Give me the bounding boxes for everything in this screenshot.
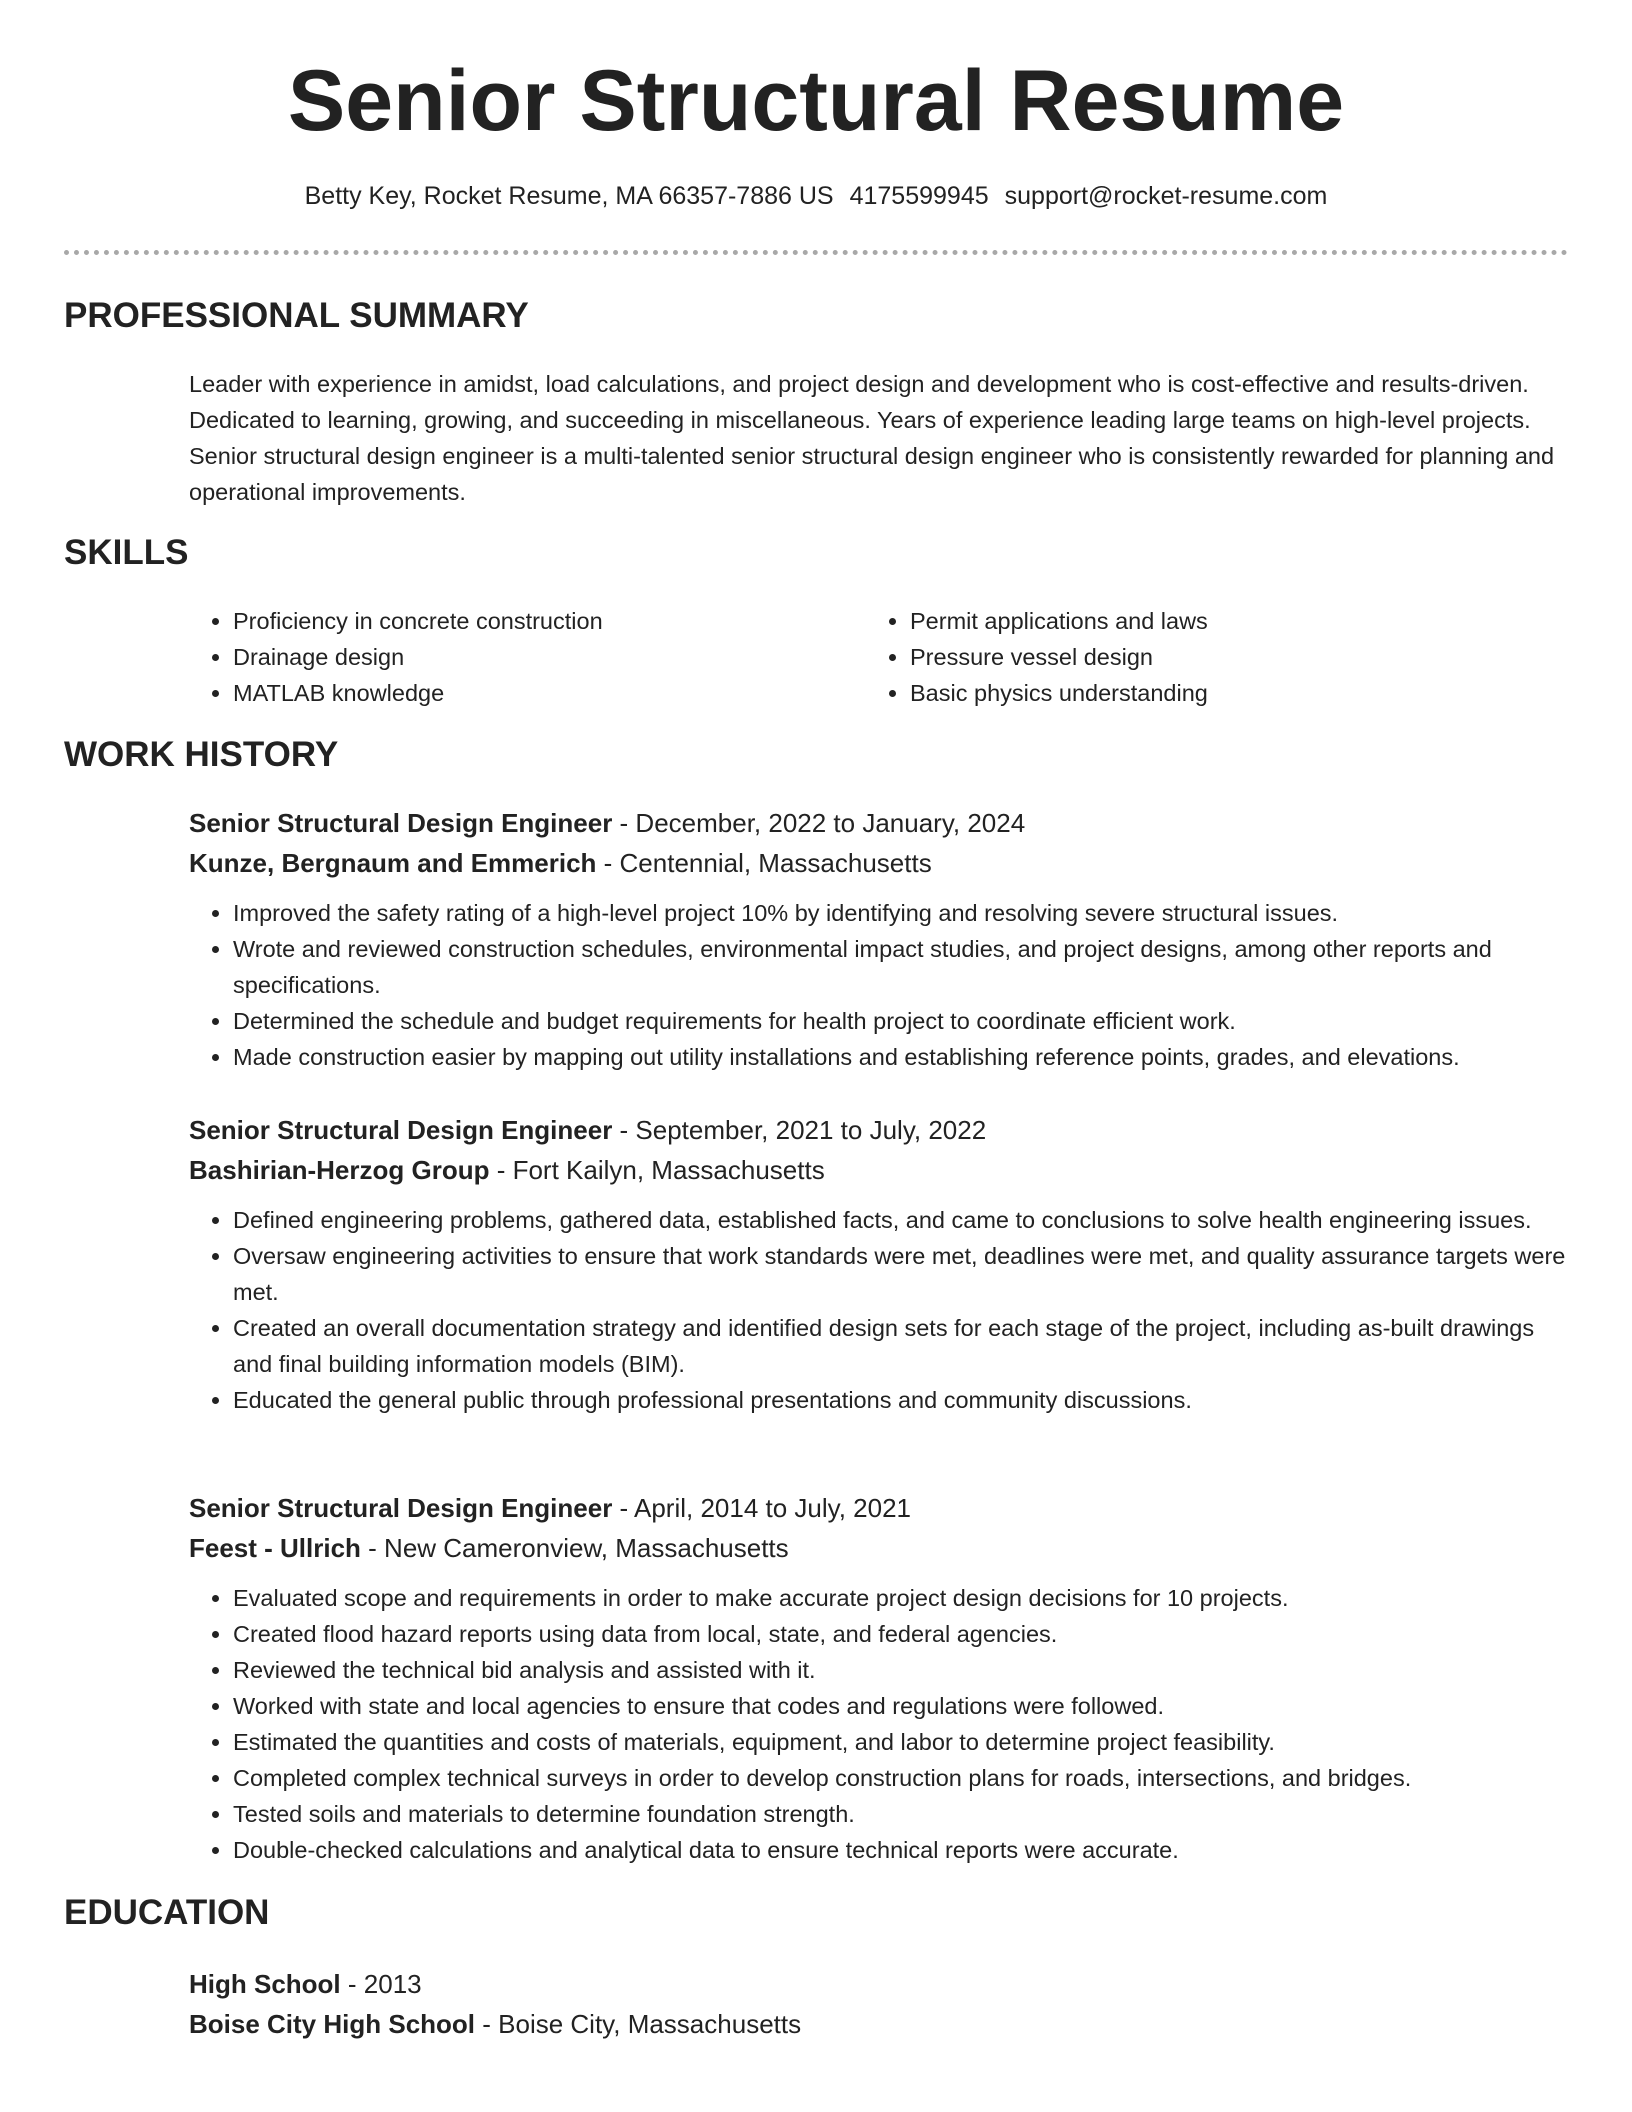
education-location: - Boise City, Massachusetts — [475, 2009, 802, 2039]
job-company: Kunze, Bergnaum and Emmerich — [189, 848, 597, 878]
job-entry — [189, 1488, 1569, 1868]
skill-item: • Proficiency in concrete construction — [233, 603, 603, 639]
summary-text: Leader with experience in amidst, load calculations, and project design and development who is cost-effective and results-driven. Dedicated to learning, growing, and succeeding in miscellaneous. Years of experience leading large teams on high-level projects. Senior structural design engineer is a multi-talented senior structural design engineer who is consistently rewarded for planning and operational improvements. — [189, 371, 1555, 505]
education-heading: EDUCATION — [64, 1893, 270, 1932]
skill-item: • Drainage design — [233, 639, 603, 675]
job-title: Senior Structural Design Engineer — [189, 808, 613, 838]
job-bullet: • Completed complex technical surveys in order to develop construction plans for roads, intersections, and bridges. — [233, 1760, 1569, 1796]
job-bullet: • Double-checked calculations and analytical data to ensure technical reports were accurate. — [233, 1832, 1569, 1868]
job-company: Bashirian-Herzog Group — [189, 1155, 490, 1185]
job-bullet: • Educated the general public through professional presentations and community discussions. — [233, 1382, 1569, 1418]
contact-phone: 4175599945 — [849, 182, 989, 210]
education-entry — [189, 1964, 1569, 2044]
job-bullet: • Improved the safety rating of a high-level project 10% by identifying and resolving severe structural issues. — [233, 895, 1569, 931]
resume-title: Senior Structural Resume — [287, 53, 1345, 149]
job-bullet: • Worked with state and local agencies to ensure that codes and regulations were followed. — [233, 1688, 1569, 1724]
skills-list-left — [189, 603, 603, 711]
skill-item: • Basic physics understanding — [910, 675, 1208, 711]
header-divider — [64, 250, 1568, 255]
skills-heading: SKILLS — [64, 533, 189, 572]
contact-email: support@rocket-resume.com — [1004, 182, 1328, 210]
skill-item: • Pressure vessel design — [910, 639, 1208, 675]
job-bullets — [189, 1202, 1569, 1418]
job-bullets — [189, 895, 1569, 1075]
skill-item: • Permit applications and laws — [910, 603, 1208, 639]
education-year: - 2013 — [340, 1969, 422, 1999]
job-location: - Centennial, Massachusetts — [596, 848, 932, 878]
job-bullet: • Wrote and reviewed construction schedules, environmental impact studies, and project designs, among other reports and specifications. — [233, 931, 1569, 1003]
job-company: Feest - Ullrich — [189, 1533, 361, 1563]
skill-item: • MATLAB knowledge — [233, 675, 603, 711]
job-dates: - April, 2014 to July, 2021 — [612, 1493, 912, 1523]
job-title: Senior Structural Design Engineer — [189, 1115, 613, 1145]
job-dates: - December, 2022 to January, 2024 — [612, 808, 1026, 838]
job-entry — [189, 803, 1569, 1075]
job-title: Senior Structural Design Engineer — [189, 1493, 613, 1523]
job-bullet: • Estimated the quantities and costs of materials, equipment, and labor to determine project feasibility. — [233, 1724, 1569, 1760]
job-bullet: • Created an overall documentation strategy and identified design sets for each stage of the project, including as-built drawings and final building information models (BIM). — [233, 1310, 1569, 1382]
job-bullet: • Tested soils and materials to determine foundation strength. — [233, 1796, 1569, 1832]
job-bullet: • Created flood hazard reports using data from local, state, and federal agencies. — [233, 1616, 1569, 1652]
job-location: - Fort Kailyn, Massachusetts — [489, 1155, 825, 1185]
job-bullet: • Made construction easier by mapping out utility installations and establishing reference points, grades, and elevations. — [233, 1039, 1569, 1075]
skills-list-right — [866, 603, 1208, 711]
job-bullet: • Reviewed the technical bid analysis and assisted with it. — [233, 1652, 1569, 1688]
job-entry — [189, 1110, 1569, 1418]
education-school: Boise City High School — [189, 2009, 476, 2039]
contact-line — [0, 182, 1632, 211]
contact-address: Betty Key, Rocket Resume, MA 66357-7886 US — [304, 182, 834, 210]
job-dates: - September, 2021 to July, 2022 — [612, 1115, 987, 1145]
work-heading: WORK HISTORY — [64, 735, 339, 774]
job-bullets — [189, 1580, 1569, 1868]
job-bullet: • Defined engineering problems, gathered data, established facts, and came to conclusions to solve health engineering issues. — [233, 1202, 1569, 1238]
job-bullet: • Determined the schedule and budget requirements for health project to coordinate efficient work. — [233, 1003, 1569, 1039]
summary-heading: PROFESSIONAL SUMMARY — [64, 296, 529, 335]
job-bullet: • Evaluated scope and requirements in order to make accurate project design decisions for 10 projects. — [233, 1580, 1569, 1616]
job-location: - New Cameronview, Massachusetts — [360, 1533, 789, 1563]
education-degree: High School — [189, 1969, 341, 1999]
job-bullet: • Oversaw engineering activities to ensure that work standards were met, deadlines were met, and quality assurance targets were met. — [233, 1238, 1569, 1310]
